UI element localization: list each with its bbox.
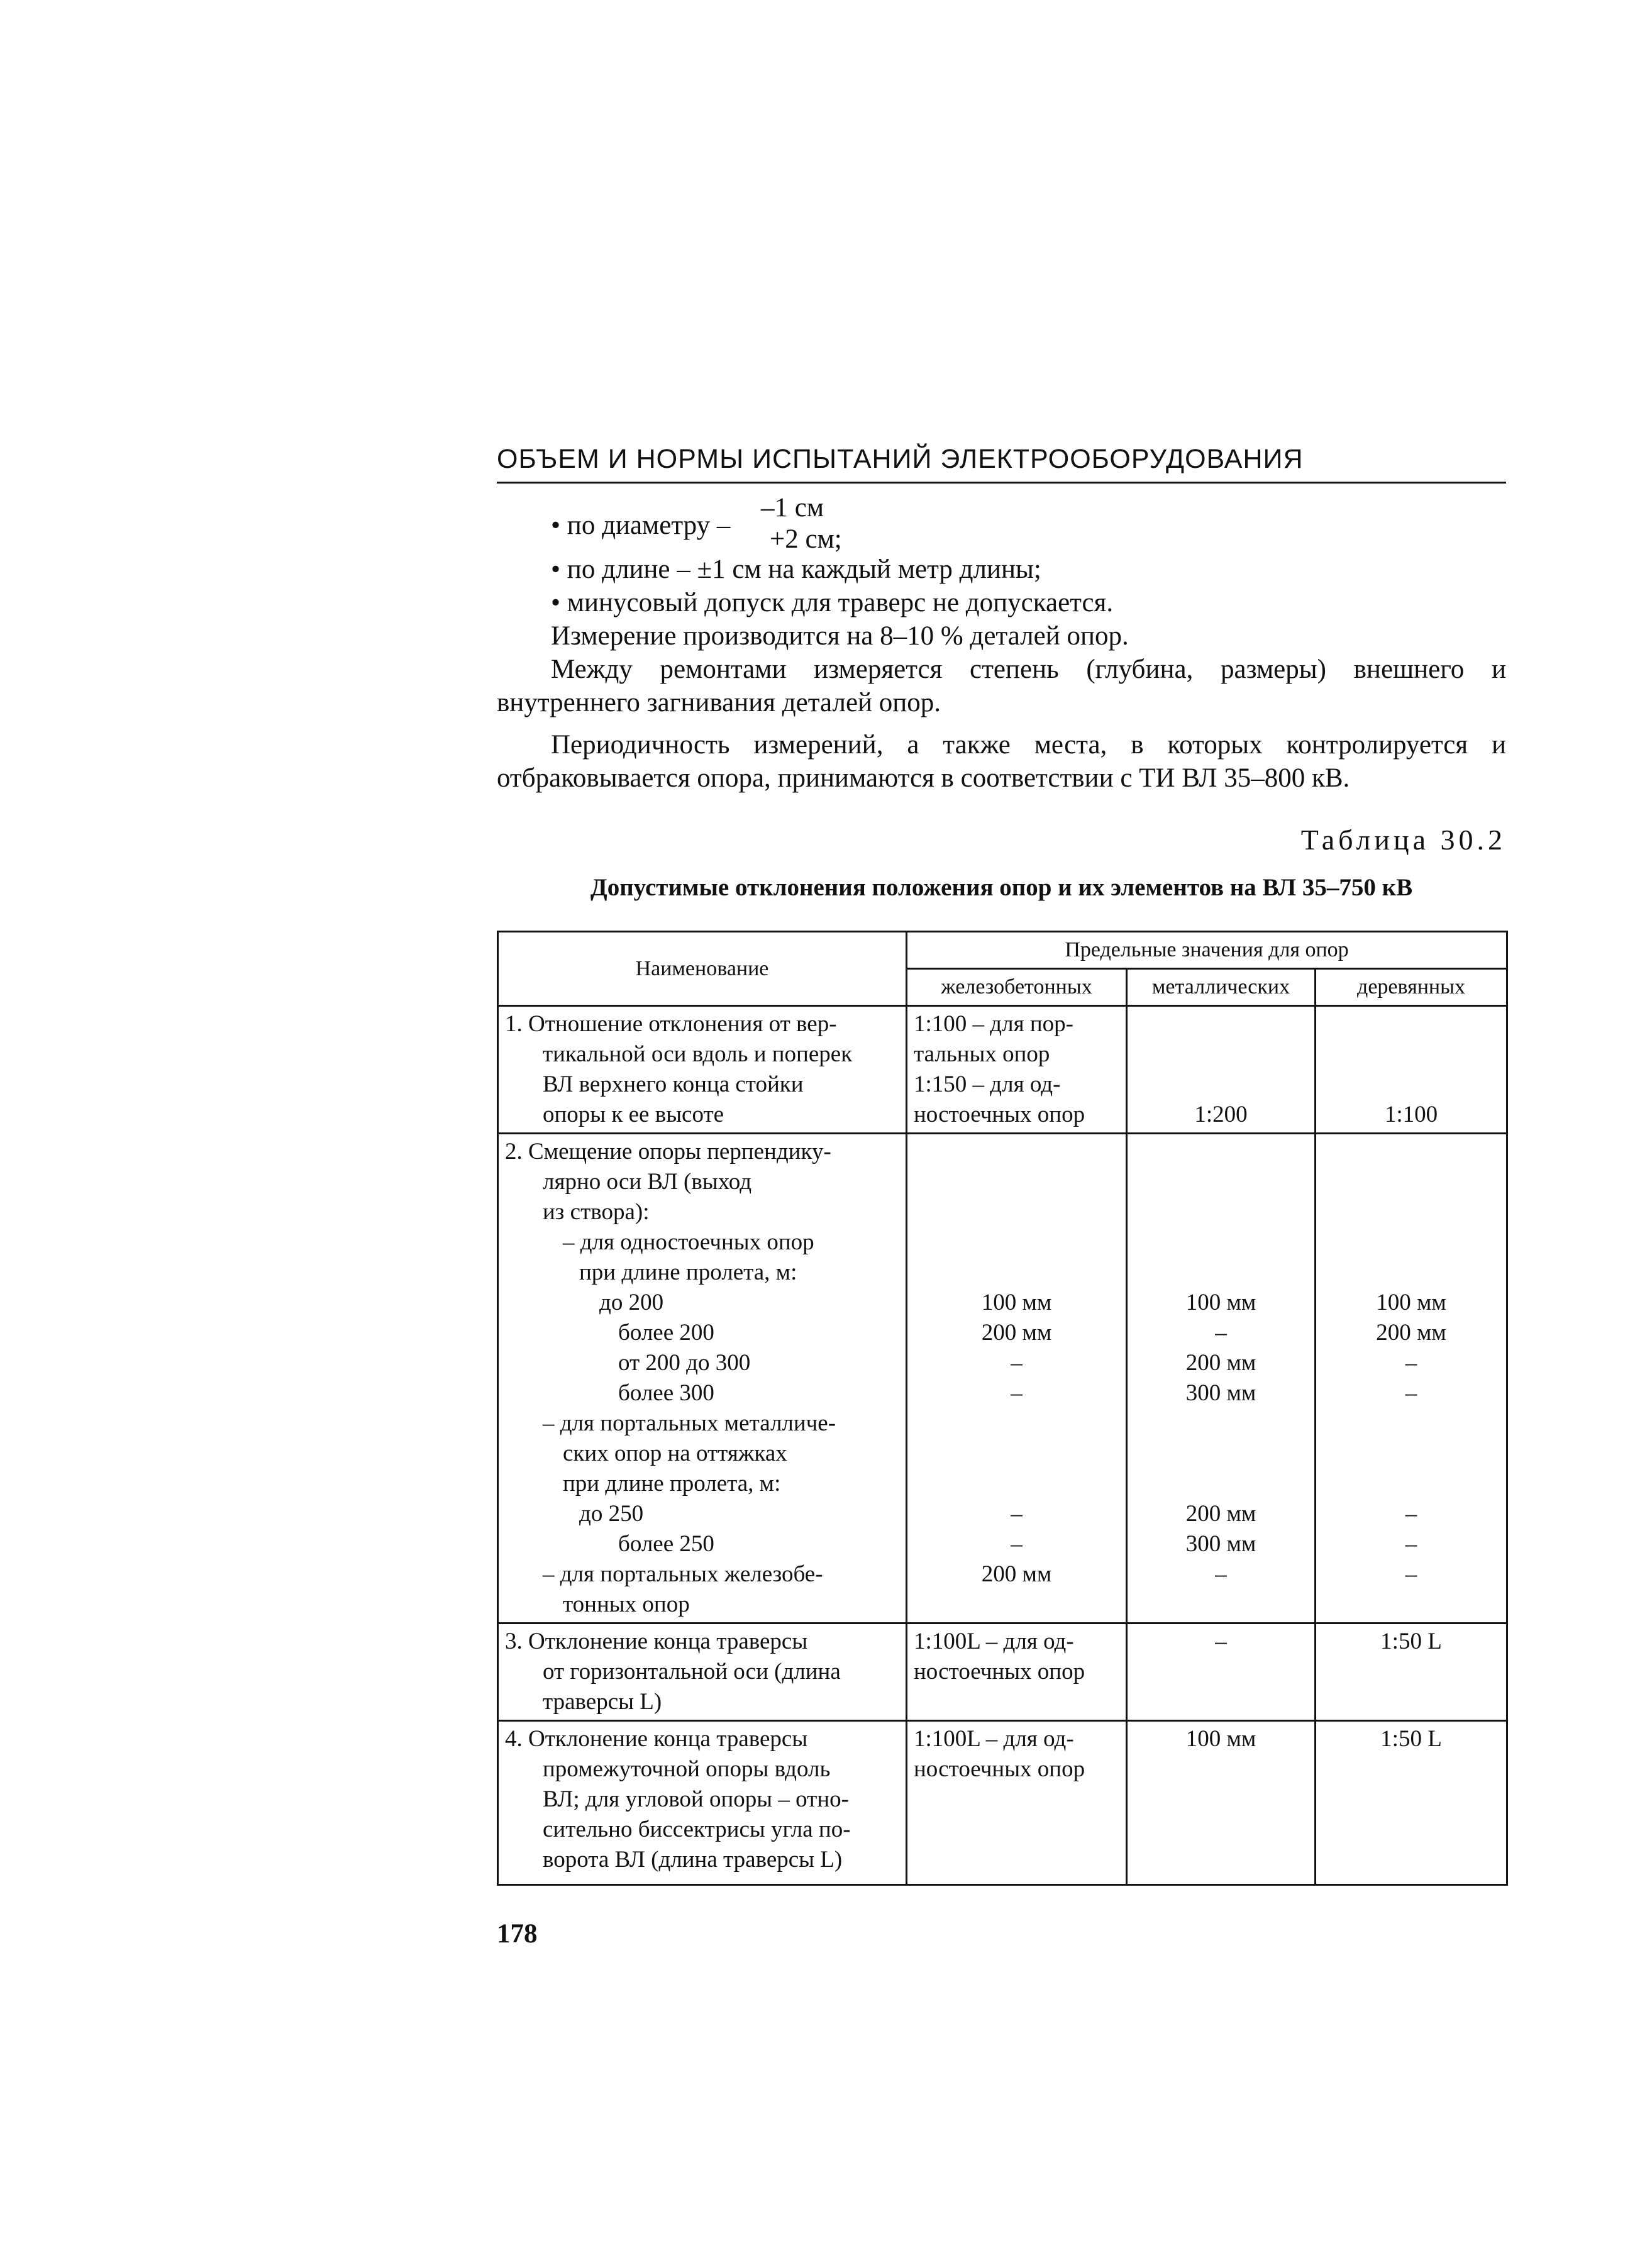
row2-value: 200 мм [1376, 1320, 1446, 1346]
diameter-minus: –1 см [761, 493, 824, 523]
table-header-row [498, 932, 1507, 969]
row4-name-line: ворота ВЛ (длина траверсы L) [543, 1847, 843, 1872]
paragraph-measurement: Измерение производится на 8–10 % деталей опор. [551, 621, 1129, 651]
header-limits: Предельные значения для опор [907, 932, 1507, 969]
row2-name-line: более 200 [618, 1320, 714, 1346]
header-metal: металлических [1127, 969, 1316, 1006]
row2-value: 100 мм [1376, 1290, 1446, 1315]
row2-metal [1127, 1134, 1316, 1624]
row2-name-line: – для портальных железобе- [543, 1561, 823, 1587]
header-wood: деревянных [1316, 969, 1507, 1006]
row2-name-line: от 200 до 300 [618, 1350, 751, 1376]
body-text [497, 492, 1506, 795]
spacer [914, 1408, 1119, 1499]
row4-name-line: ВЛ; для угловой опоры – отно- [543, 1786, 849, 1812]
row2-value: 200 мм [981, 1561, 1052, 1587]
row2-value: 200 мм [1185, 1501, 1256, 1527]
row4-concrete-line: ностоечных опор [914, 1756, 1085, 1782]
row1-name-line: ВЛ верхнего конца стойки [543, 1071, 804, 1097]
length-tolerance: • по длине – ±1 см на каждый метр длины; [551, 555, 1041, 584]
row2-value: – [1405, 1531, 1417, 1557]
row1-name [498, 1006, 907, 1134]
table-number: Таблица 30.2 [1300, 824, 1506, 856]
row3-concrete [907, 1624, 1127, 1721]
row4-metal: 100 мм [1127, 1721, 1316, 1885]
document-page [497, 440, 1506, 1949]
row1-concrete-line: тальных опор [914, 1041, 1050, 1067]
row1-metal: 1:200 [1127, 1006, 1316, 1134]
row1-name-line: 1. Отношение отклонения от вер- [505, 1011, 837, 1037]
row3-metal: – [1127, 1624, 1316, 1721]
row1-name-line: тикальной оси вдоль и поперек [543, 1041, 853, 1067]
paragraph-decay: Между ремонтами измеряется степень (глубина, размеры) внешнего и внутреннего загнивания деталей опор. [497, 655, 1506, 717]
row2-name-line: лярно оси ВЛ (выход [543, 1169, 752, 1195]
table-title: Допустимые отклонения положения опор и их элементов на ВЛ 35–750 кВ [590, 874, 1413, 901]
row2-name-line: из створа): [543, 1199, 650, 1225]
row1-concrete-line: 1:100 – для пор- [914, 1011, 1073, 1037]
row2-name-line: до 250 [579, 1501, 644, 1527]
row2-name-line: – для портальных металличе- [543, 1410, 836, 1436]
deviation-table [497, 931, 1508, 1886]
row2-wood [1316, 1134, 1507, 1624]
row2-value: – [1011, 1501, 1023, 1527]
row2-value: – [1405, 1350, 1417, 1376]
crossarm-tolerance: • минусовый допуск для траверс не допускается. [551, 588, 1114, 617]
row2-name-line: при длине пролета, м: [563, 1471, 781, 1496]
paragraph-periodicity: Периодичность измерений, а также места, в которых контролируется и отбраковывается опора, принимаются в соответствии с ТИ ВЛ 35–800 кВ. [497, 730, 1506, 793]
page-number: 178 [497, 1919, 538, 1949]
diameter-values [761, 492, 842, 555]
row3-wood: 1:50 L [1316, 1624, 1507, 1721]
running-header: ОБЪЕМ И НОРМЫ ИСПЫТАНИЙ ЭЛЕКТРООБОРУДОВАНИЯ [497, 440, 1506, 484]
table-row [498, 1006, 1507, 1134]
row3-concrete-line: ностоечных опор [914, 1659, 1085, 1684]
diameter-tolerance [497, 492, 1506, 553]
row1-name-line: опоры к ее высоте [543, 1102, 724, 1127]
row2-value: 300 мм [1185, 1531, 1256, 1557]
row3-name-line: траверсы L) [543, 1689, 662, 1715]
spacer [1134, 1408, 1308, 1499]
row2-value: 200 мм [1185, 1350, 1256, 1376]
row3-concrete-line: 1:100L – для од- [914, 1629, 1074, 1654]
row2-name-line: более 250 [618, 1531, 714, 1557]
row2-value: – [1215, 1320, 1227, 1346]
row1-wood: 1:100 [1316, 1006, 1507, 1134]
diameter-label: • по диаметру – [551, 511, 731, 540]
row2-value: – [1011, 1531, 1023, 1557]
spacer [1322, 1408, 1500, 1499]
row2-concrete [907, 1134, 1127, 1624]
row2-value: – [1405, 1501, 1417, 1527]
row2-name-line: до 200 [599, 1290, 664, 1315]
row2-value: – [1011, 1380, 1023, 1406]
row2-value: 100 мм [1185, 1290, 1256, 1315]
row2-name-line: более 300 [618, 1380, 714, 1406]
row2-value: 200 мм [981, 1320, 1052, 1346]
row2-value: – [1405, 1561, 1417, 1587]
row4-concrete [907, 1721, 1127, 1885]
row2-name-line: – для одностоечных опор [563, 1229, 814, 1255]
row3-name-line: 3. Отклонение конца траверсы [505, 1629, 808, 1654]
row2-name-line: тонных опор [563, 1591, 690, 1617]
spacer [1134, 1137, 1308, 1288]
row4-name-line: 4. Отклонение конца траверсы [505, 1726, 808, 1752]
table-row [498, 1721, 1507, 1885]
spacer [914, 1137, 1119, 1288]
row2-name-line: 2. Смещение опоры перпендику- [505, 1139, 831, 1164]
row2-name [498, 1134, 907, 1624]
row2-value: 300 мм [1185, 1380, 1256, 1406]
row4-name-line: промежуточной опоры вдоль [543, 1756, 831, 1782]
row2-value: – [1215, 1561, 1227, 1587]
row3-name-line: от горизонтальной оси (длина [543, 1659, 841, 1684]
row1-concrete-line: 1:150 – для од- [914, 1071, 1061, 1097]
row2-value: 100 мм [981, 1290, 1052, 1315]
row4-name-line: сительно биссектрисы угла по- [543, 1817, 851, 1842]
table-row [498, 1134, 1507, 1624]
row2-value: – [1011, 1350, 1023, 1376]
table-row [498, 1624, 1507, 1721]
row2-name-line: при длине пролета, м: [579, 1259, 797, 1285]
diameter-plus: +2 см; [770, 524, 842, 554]
header-name: Наименование [498, 932, 907, 1006]
row2-name-line: ских опор на оттяжках [563, 1441, 787, 1466]
header-concrete: железобетонных [907, 969, 1127, 1006]
row3-name [498, 1624, 907, 1721]
spacer [1322, 1137, 1500, 1288]
row2-value: – [1405, 1380, 1417, 1406]
row1-concrete [907, 1006, 1127, 1134]
row4-name [498, 1721, 907, 1885]
row4-wood: 1:50 L [1316, 1721, 1507, 1885]
row1-concrete-line: ностоечных опор [914, 1102, 1085, 1127]
row4-concrete-line: 1:100L – для од- [914, 1726, 1074, 1752]
